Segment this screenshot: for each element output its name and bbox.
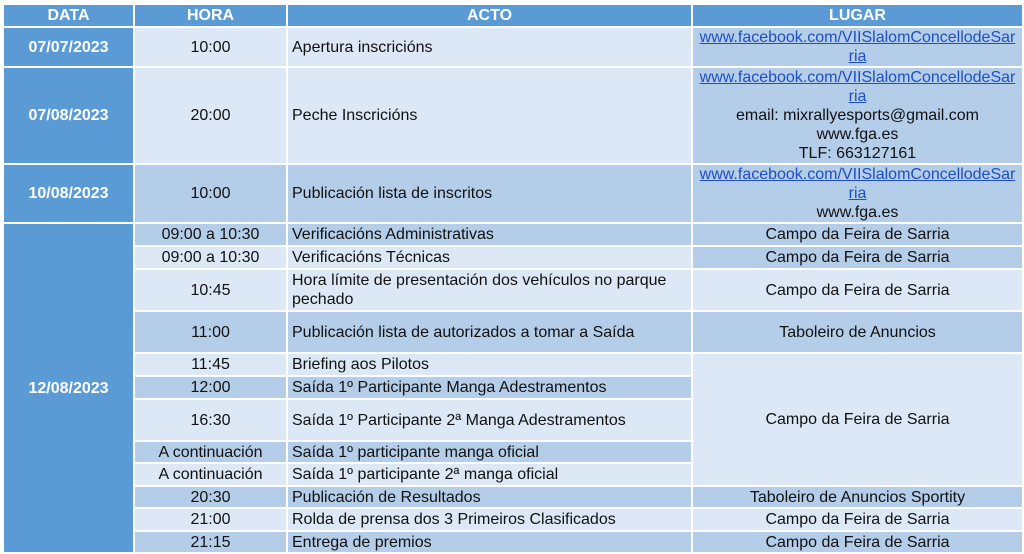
hora-cell: 11:45	[134, 353, 287, 376]
hora-cell: A continuación	[134, 463, 287, 486]
hora-cell: A continuación	[134, 441, 287, 463]
lugar-cell: Taboleiro de Anuncios	[692, 311, 1023, 353]
date-cell: 07/08/2023	[3, 67, 134, 164]
schedule-table	[2, 3, 1024, 554]
acto-cell: Saída 1º Participante Manga Adestramentos	[287, 376, 692, 399]
lugar-cell: Campo da Feira de Sarria	[692, 508, 1023, 531]
header-acto: ACTO	[287, 4, 692, 27]
acto-cell: Verificacións Administrativas	[287, 223, 692, 246]
table-row	[3, 246, 1023, 269]
table-row	[3, 164, 1023, 223]
acto-cell: Apertura inscricións	[287, 27, 692, 67]
table-row	[3, 508, 1023, 531]
acto-cell: Saída 1º participante manga oficial	[287, 441, 692, 463]
acto-cell: Publicación de Resultados	[287, 486, 692, 508]
lugar-cell	[692, 164, 1023, 223]
phone-text: TLF: 663127161	[798, 145, 917, 162]
acto-cell: Saída 1º Participante 2ª Manga Adestramentos	[287, 399, 692, 441]
header-hora: HORA	[134, 4, 287, 27]
lugar-cell: Taboleiro de Anuncios Sportity	[692, 486, 1023, 508]
acto-cell: Publicación lista de inscritos	[287, 164, 692, 223]
hora-cell: 10:00	[134, 164, 287, 223]
web-text: www.fga.es	[816, 126, 899, 143]
acto-cell: Peche Inscricións	[287, 67, 692, 164]
email-text: email: mixrallyesports@gmail.com	[736, 107, 979, 124]
hora-cell: 16:30	[134, 399, 287, 441]
hora-cell: 20:00	[134, 67, 287, 164]
hora-cell: 20:30	[134, 486, 287, 508]
header-lugar: LUGAR	[692, 4, 1023, 27]
lugar-cell: Campo da Feira de Sarria	[692, 246, 1023, 269]
table-row	[3, 223, 1023, 246]
date-cell: 07/07/2023	[3, 27, 134, 67]
hora-cell: 10:00	[134, 27, 287, 67]
hora-cell: 21:00	[134, 508, 287, 531]
hora-cell: 10:45	[134, 269, 287, 311]
hora-cell: 12:00	[134, 376, 287, 399]
lugar-cell: Campo da Feira de Sarria	[692, 353, 1023, 486]
table-row	[3, 269, 1023, 311]
web-text: www.fga.es	[816, 204, 899, 221]
hora-cell: 09:00 a 10:30	[134, 223, 287, 246]
facebook-link[interactable]: www.facebook.com/VIISlalomConcellodeSarria	[699, 69, 1016, 105]
table-row	[3, 486, 1023, 508]
facebook-link[interactable]: www.facebook.com/VIISlalomConcellodeSarria	[699, 29, 1016, 65]
date-cell: 10/08/2023	[3, 164, 134, 223]
table-row	[3, 353, 1023, 376]
header-data: DATA	[3, 4, 134, 27]
acto-cell: Publicación lista de autorizados a tomar a Saída	[287, 311, 692, 353]
hora-cell: 11:00	[134, 311, 287, 353]
lugar-cell: Campo da Feira de Sarria	[692, 531, 1023, 553]
hora-cell: 21:15	[134, 531, 287, 553]
hora-cell: 09:00 a 10:30	[134, 246, 287, 269]
acto-cell: Saída 1º participante 2ª manga oficial	[287, 463, 692, 486]
date-cell: 12/08/2023	[3, 223, 134, 553]
table-row	[3, 311, 1023, 353]
acto-cell: Entrega de premios	[287, 531, 692, 553]
lugar-cell: Campo da Feira de Sarria	[692, 269, 1023, 311]
table-row	[3, 27, 1023, 67]
acto-cell: Rolda de prensa dos 3 Primeiros Clasificados	[287, 508, 692, 531]
table-row	[3, 531, 1023, 553]
lugar-cell	[692, 67, 1023, 164]
lugar-cell	[692, 27, 1023, 67]
header-row	[3, 4, 1023, 27]
acto-cell: Briefing aos Pilotos	[287, 353, 692, 376]
table-row	[3, 67, 1023, 164]
acto-cell: Verificacións Técnicas	[287, 246, 692, 269]
facebook-link[interactable]: www.facebook.com/VIISlalomConcellodeSarria	[699, 166, 1016, 202]
acto-cell: Hora límite de presentación dos vehículos no parque pechado	[287, 269, 692, 311]
lugar-cell: Campo da Feira de Sarria	[692, 223, 1023, 246]
